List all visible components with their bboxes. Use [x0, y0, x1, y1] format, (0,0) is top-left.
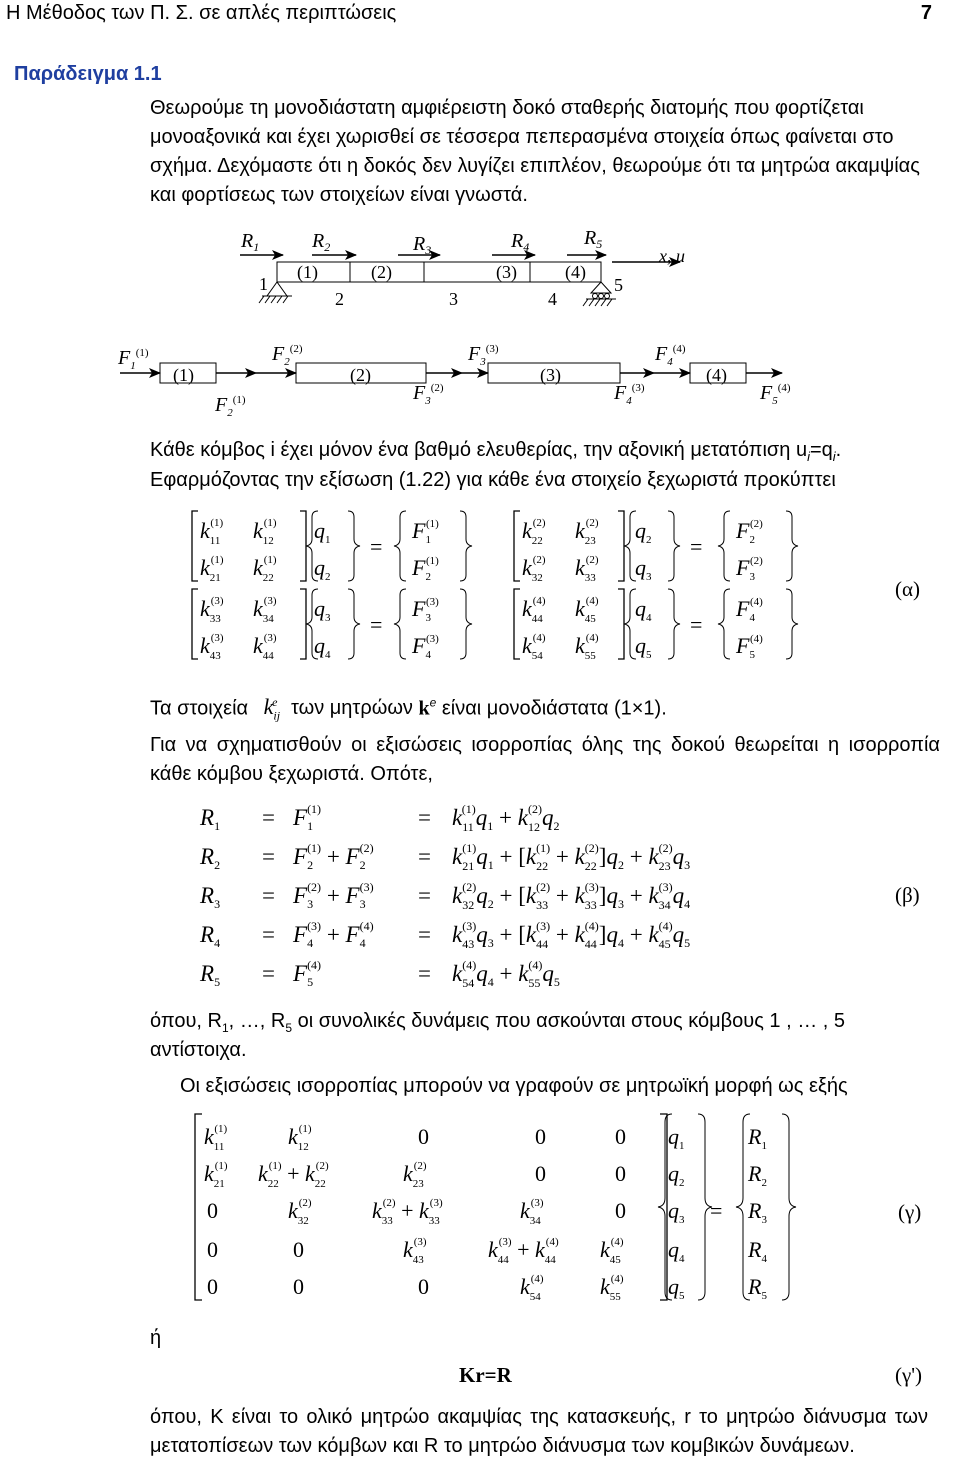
svg-text:k21(1): $k_{21}(1)$	[200, 554, 224, 584]
beam-body	[277, 262, 601, 282]
svg-text:k11(1): $k_{11}(1)$	[200, 517, 224, 547]
svg-text:F1(1): $F_1(1)$	[412, 518, 439, 546]
svg-text:q4: $q_4$	[668, 1237, 685, 1265]
svg-text:k32(2): $k_{32}(2)$	[288, 1197, 312, 1227]
equation-tag-beta: (β)	[895, 883, 920, 907]
svg-text:0: 0	[207, 1237, 218, 1262]
svg-text:F4(4): $F_4(4)$	[736, 596, 763, 624]
svg-text:k32(2)q2 + [k33(2) + k33(3)]q3: $k_{32}(2)q_2 + [k_{33}(2) + k_{33}(3)]q_3 + k_{34}(3)q_4$	[452, 880, 691, 912]
svg-text:R3: $R_3$	[200, 883, 221, 911]
running-header-title: Η Μέθοδος των Π. Σ. σε απλές περιπτώσεις	[6, 2, 397, 24]
element-force-label: $F_2^{(2)}$	[272, 343, 303, 368]
svg-text:k34(3): $k_{34}(3)$	[253, 595, 277, 625]
svg-text:k43(3)q3 + [k44(3) + k44(4)]q4: $k_{43}(3)q_3 + [k_{44}(3) + k_{44}(4)]q_4 + k_{45}(4)q_5$	[452, 919, 691, 951]
svg-text:k45(4): $k_{45}(4)$	[600, 1236, 624, 1266]
element-force-label: $F_4^{(3)}$	[614, 382, 645, 407]
svg-text:k33(2) + k33(3): $k_{33}(2) + k_{33}(3)$	[372, 1197, 443, 1227]
svg-text:0: 0	[293, 1237, 304, 1262]
node-label: 5	[614, 275, 623, 295]
element-force-label: $F_2^{(1)}$	[215, 394, 246, 419]
force-label-r5: $R_5$	[584, 227, 603, 251]
svg-text:F3(3): $F_3(3)$	[412, 596, 439, 624]
svg-text:F4(3): $F_4(3)$	[412, 633, 439, 661]
svg-text:q2: $q_2$	[668, 1161, 685, 1189]
svg-text:=: =	[690, 612, 703, 637]
svg-text:F2(1): $F_2(1)$	[412, 555, 439, 583]
pin-support	[267, 282, 287, 296]
svg-text:q3: $q_3$	[635, 555, 652, 583]
svg-text:R5: $R_5$	[748, 1274, 767, 1302]
svg-text:q5: $q_5$	[635, 633, 652, 661]
svg-text:q4: $q_4$	[314, 633, 331, 661]
svg-text:F3(2) + F3(3): $F_3(2) + F_3(3)$	[293, 880, 374, 911]
svg-text:k44(3): $k_{44}(3)$	[253, 632, 277, 662]
svg-text:k11(1)q1 + k12(2)q2: $k_{11}(1)q_1 + k_{12}(2)q_2$	[452, 802, 560, 834]
svg-text:=: =	[690, 534, 703, 559]
svg-text:k21(1)q1 + [k22(1) + k22(2)]q2: $k_{21}(1)q_1 + [k_{22}(1) + k_{22}(2)]q_2 + k_{23}(2)q_3$	[452, 841, 691, 873]
node-label: 1	[259, 274, 268, 294]
svg-text:F2(1) + F2(2): $F_2(1) + F_2(2)$	[293, 841, 374, 872]
svg-text:k12(1): $k_{12}(1)$	[288, 1123, 312, 1153]
svg-text:0: 0	[615, 1161, 626, 1186]
equilibrium-paragraph: Για να σχηματισθούν οι εξισώσεις ισορροπίας όλης της δοκού θεωρείται η ισορροπία κάθε κόμβου ξεχωριστά. Οπότε,	[150, 734, 940, 785]
svg-text:q2: $q_2$	[635, 518, 652, 546]
svg-text:k23(2): $k_{23}(2)$	[575, 517, 599, 547]
svg-text:k55(4): $k_{55}(4)$	[600, 1273, 624, 1303]
svg-text:F3(2): $F_3(2)$	[736, 555, 763, 583]
equation-tag-gamma-prime: (γ')	[895, 1363, 923, 1387]
svg-text:k55(4): $k_{55}(4)$	[575, 632, 599, 662]
beam-figure	[0, 215, 960, 430]
svg-text:=: =	[262, 961, 275, 986]
svg-text:R4: $R_4$	[748, 1237, 767, 1265]
matrix-form-sentence: Οι εξισώσεις ισορροπίας μπορούν να γραφούν σε μητρωϊκή μορφή ως εξής	[180, 1075, 848, 1097]
svg-text:0: 0	[615, 1124, 626, 1149]
element-force-label: $F_1^{(1)}$	[118, 347, 149, 372]
svg-text:R2: $R_2$	[200, 844, 221, 872]
svg-text:k12(1): $k_{12}(1)$	[253, 517, 277, 547]
svg-text:k54(4): $k_{54}(4)$	[522, 632, 546, 662]
svg-text:q3: $q_3$	[314, 596, 331, 624]
element-force-label: $F_3^{(2)}$	[413, 382, 444, 407]
svg-text:=: =	[262, 805, 275, 830]
where-sentence: όπου, $R_1$, …, $R_5$ οι συνολικές δυνάμεις που ασκούνται στους κόμβους 1 , … , 5	[150, 1010, 845, 1035]
apply-sentence: Εφαρμόζοντας την εξίσωση (1.22) για κάθε ένα στοιχείο ξεχωριστά προκύπτει	[150, 469, 836, 491]
element-box-label: (1)	[173, 365, 194, 385]
svg-text:q3: $q_3$	[668, 1198, 685, 1226]
equation-tag-alpha: (α)	[895, 577, 920, 601]
element-box-label: (3)	[540, 365, 561, 385]
svg-text:0: 0	[207, 1274, 218, 1299]
axis-label: x, u	[659, 246, 685, 266]
elements-sentence: Τα στοιχεία $k_{ij}^e$ των μητρώων $k^e$ είναι μονοδιάστατα (1×1).	[150, 694, 667, 723]
svg-text:k22(1) + k22(2): $k_{22}(1) + k_{22}(2)$	[258, 1160, 329, 1190]
element-label: (1)	[297, 262, 318, 282]
node-equations	[0, 795, 960, 995]
svg-text:=: =	[710, 1198, 723, 1223]
example-title: Παράδειγμα 1.1	[14, 63, 162, 85]
svg-text:k23(2): $k_{23}(2)$	[403, 1160, 427, 1190]
svg-text:k32(2): $k_{32}(2)$	[522, 554, 546, 584]
node-label: 4	[548, 289, 557, 309]
final-paragraph: όπου, K είναι το ολικό μητρώο ακαμψίας της κατασκευής, r το μητρώο διάνυσμα των μετατοπίσεων των κόμβων και R το μητρώο διάνυσμα των κομβικών δυνάμεων.	[150, 1406, 928, 1457]
svg-text:k54(4)q4 + k55(4)q5: $k_{54}(4)q_4 + k_{55}(4)q_5$	[452, 958, 560, 990]
kr-equation: Kr=R	[459, 1363, 512, 1387]
element-force-label: $F_3^{(3)}$	[468, 343, 499, 368]
svg-text:R3: $R_3$	[748, 1198, 767, 1226]
svg-text:=: =	[262, 922, 275, 947]
element-box-label: (4)	[706, 365, 727, 385]
element-equations	[0, 503, 960, 673]
svg-text:q5: $q_5$	[668, 1274, 685, 1302]
svg-text:k33(3): $k_{33}(3)$	[200, 595, 224, 625]
svg-text:=: =	[418, 844, 431, 869]
svg-text:R5: $R_5$	[200, 961, 221, 989]
intro-paragraph: Θεωρούμε τη μονοδιάστατη αμφιέρειστη δοκό σταθερής διατομής που φορτίζεται μονοαξονικά και έχει χωρισθεί σε τέσσερα πεπερασμένα στοιχεία όπως φαίνεται στο σχήμα. Δεχόμαστε ότι η δοκός δεν λυγίζει επιπλέον, θεωρούμε ότι τα μητρώα ακαμψίας και φορτίσεως των στοιχείων είναι γνωστά.	[150, 97, 920, 206]
svg-text:k43(3): $k_{43}(3)$	[200, 632, 224, 662]
node-label: 3	[449, 289, 458, 309]
svg-text:k43(3): $k_{43}(3)$	[403, 1236, 427, 1266]
roller-support	[591, 282, 611, 293]
svg-text:q4: $q_4$	[635, 596, 652, 624]
element-label: (4)	[565, 262, 586, 282]
svg-text:=: =	[262, 883, 275, 908]
force-label-r1: $R_1$	[241, 230, 260, 254]
element-force-label: $F_5^{(4)}$	[760, 382, 791, 407]
svg-text:k44(3) + k44(4): $k_{44}(3) + k_{44}(4)$	[488, 1236, 559, 1266]
svg-text:F1(1): $F_1(1)$	[293, 802, 322, 833]
svg-text:0: 0	[418, 1124, 429, 1149]
svg-text:0: 0	[535, 1161, 546, 1186]
svg-text:0: 0	[615, 1198, 626, 1223]
svg-text:k11(1): $k_{11}(1)$	[204, 1123, 228, 1153]
svg-text:0: 0	[207, 1198, 218, 1223]
where-sentence-end: αντίστοιχα.	[150, 1039, 247, 1061]
element-label: (3)	[496, 262, 517, 282]
svg-text:k54(4): $k_{54}(4)$	[520, 1273, 544, 1303]
page-number: 7	[920, 2, 932, 24]
svg-text:=: =	[418, 883, 431, 908]
svg-text:0: 0	[535, 1124, 546, 1149]
force-label-r4: $R_4$	[511, 230, 530, 254]
force-label-r2: $R_2$	[312, 230, 331, 254]
element-label: (2)	[371, 262, 392, 282]
svg-text:k34(3): $k_{34}(3)$	[520, 1197, 544, 1227]
dof-sentence: Κάθε κόμβος i έχει μόνον ένα βαθμό ελευθερίας, την αξονική μετατόπιση $u_i=q_i$.	[150, 439, 842, 464]
svg-text:=: =	[418, 961, 431, 986]
svg-text:F5(4): $F_5(4)$	[293, 958, 322, 989]
or-text: ή	[150, 1327, 162, 1349]
equation-tag-gamma: (γ)	[898, 1200, 922, 1224]
svg-text:R1: $R_1$	[200, 805, 221, 833]
svg-text:q1: $q_1$	[668, 1124, 685, 1152]
svg-text:k22(2): $k_{22}(2)$	[522, 517, 546, 547]
svg-text:F5(4): $F_5(4)$	[736, 633, 763, 661]
svg-text:k33(2): $k_{33}(2)$	[575, 554, 599, 584]
svg-text:k45(4): $k_{45}(4)$	[575, 595, 599, 625]
svg-text:=: =	[418, 805, 431, 830]
svg-text:R1: $R_1$	[748, 1124, 767, 1152]
svg-text:0: 0	[293, 1274, 304, 1299]
svg-text:q1: $q_1$	[314, 518, 331, 546]
svg-text:=: =	[370, 534, 383, 559]
global-matrix-equation	[0, 1108, 960, 1308]
svg-text:R4: $R_4$	[200, 922, 221, 950]
svg-text:k22(1): $k_{22}(1)$	[253, 554, 277, 584]
svg-text:=: =	[370, 612, 383, 637]
element-box-label: (2)	[350, 365, 371, 385]
svg-text:F2(2): $F_2(2)$	[736, 518, 763, 546]
element-force-label: $F_4^{(4)}$	[655, 343, 686, 368]
svg-text:k44(4): $k_{44}(4)$	[522, 595, 546, 625]
svg-text:k21(1): $k_{21}(1)$	[204, 1160, 228, 1190]
force-label-r3: $R_3$	[413, 233, 432, 257]
svg-text:R2: $R_2$	[748, 1161, 767, 1189]
svg-text:q2: $q_2$	[314, 555, 331, 583]
svg-text:0: 0	[418, 1274, 429, 1299]
svg-text:F4(3) + F4(4): $F_4(3) + F_4(4)$	[293, 919, 374, 950]
svg-text:=: =	[418, 922, 431, 947]
svg-text:=: =	[262, 844, 275, 869]
node-label: 2	[335, 289, 344, 309]
